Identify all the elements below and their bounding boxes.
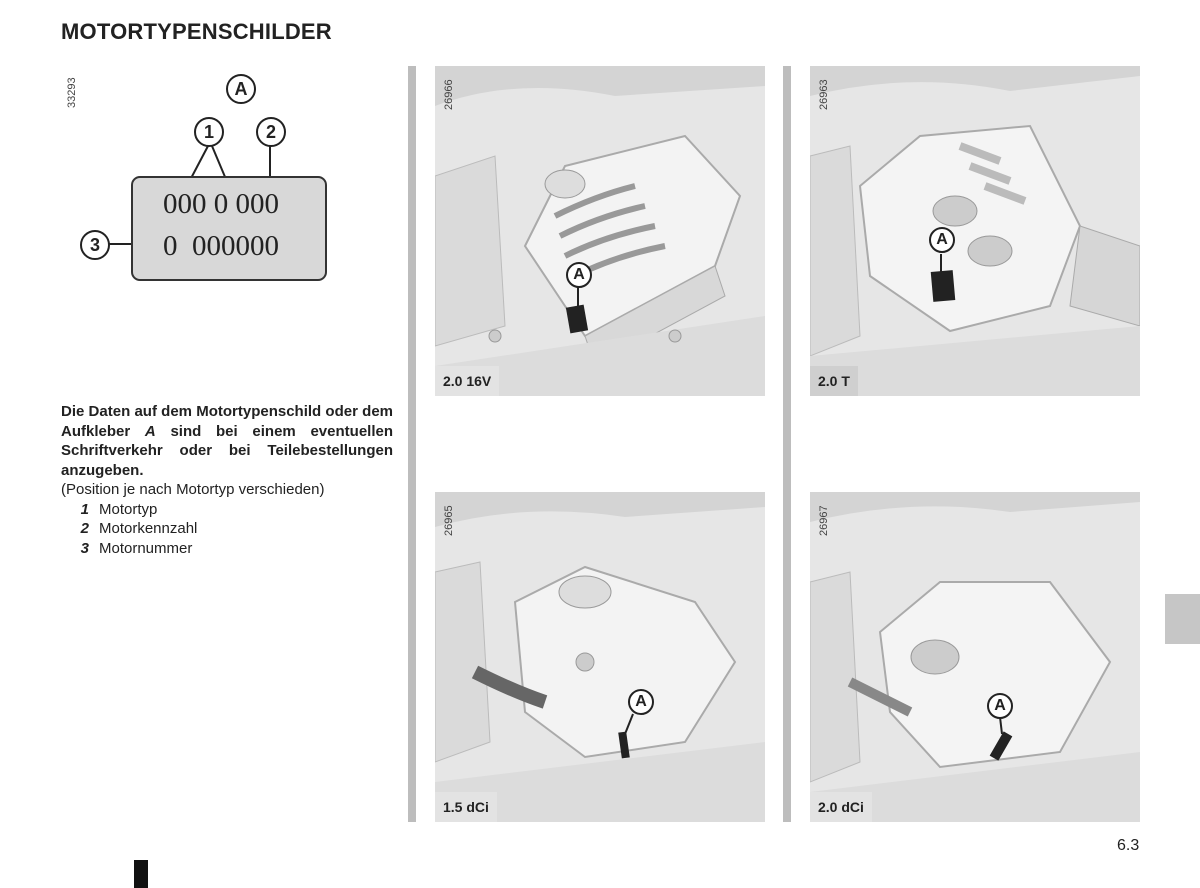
legend-number: 1 <box>80 500 89 518</box>
engine-caption: 2.0 T <box>810 366 858 396</box>
engine-caption: 1.5 dCi <box>435 792 497 822</box>
callout-2: 2 <box>256 117 286 147</box>
photo-figure-number: 26965 <box>443 505 455 536</box>
legend-label: Motornummer <box>99 539 193 557</box>
page-number: 6.3 <box>1117 837 1140 854</box>
corner-mark <box>134 860 148 888</box>
bold-italic-a: A <box>144 422 156 440</box>
plate-line-2: 0 000000 <box>163 230 279 262</box>
diagram-figure-number: 33293 <box>66 77 78 108</box>
engine-illustration <box>810 492 1140 822</box>
legend-number: 3 <box>80 539 89 557</box>
legend-item <box>61 519 393 539</box>
photo-figure-number: 26963 <box>818 79 830 110</box>
engine-photo-2-0-t <box>810 66 1140 396</box>
legend-label: Motortyp <box>99 500 158 518</box>
sticker-marker-a: A <box>566 262 592 288</box>
sticker-marker-a: A <box>628 689 654 715</box>
chapter-side-tab <box>1165 594 1200 644</box>
callout-3: 3 <box>80 230 110 260</box>
bold-part-1: Die Daten auf dem Motortypenschild oder dem Aufkleber <box>61 403 393 440</box>
plate-line-1: 000 0 000 <box>163 188 279 220</box>
photo-figure-number: 26966 <box>443 79 455 110</box>
engine-photo-1-5-dci <box>435 492 765 822</box>
engine-photo-2-0-16v <box>435 66 765 396</box>
engine-plate-diagram <box>70 66 370 316</box>
legend-number: 2 <box>80 520 89 537</box>
legend-item <box>61 539 393 559</box>
engine-illustration <box>435 492 765 822</box>
page-title: MOTORTYPENSCHILDER <box>61 19 332 44</box>
photo-figure-number: 26967 <box>818 505 830 536</box>
label-a-circle: A <box>226 74 256 104</box>
engine-type-plate <box>131 176 327 281</box>
engine-illustration <box>435 66 765 396</box>
separator-bar-right <box>783 66 791 822</box>
engine-caption: 2.0 dCi <box>810 792 872 822</box>
engine-photo-2-0-dci <box>810 492 1140 822</box>
separator-bar-left <box>408 66 416 822</box>
engine-illustration <box>810 66 1140 396</box>
sticker-marker-a: A <box>929 227 955 253</box>
bold-part-2: sind bei einem eventuellen Schriftverkehr oder bei Teilebestellungen anzugeben. <box>61 422 393 479</box>
legend-item <box>61 500 393 520</box>
description <box>61 402 393 558</box>
engine-caption: 2.0 16V <box>435 366 499 396</box>
legend-label: Motorkennzahl <box>99 520 198 537</box>
description-bold-text <box>61 402 393 480</box>
description-note: (Position je nach Motortyp verschieden) <box>61 481 325 498</box>
sticker-marker-a: A <box>987 693 1013 719</box>
callout-1: 1 <box>194 117 224 147</box>
